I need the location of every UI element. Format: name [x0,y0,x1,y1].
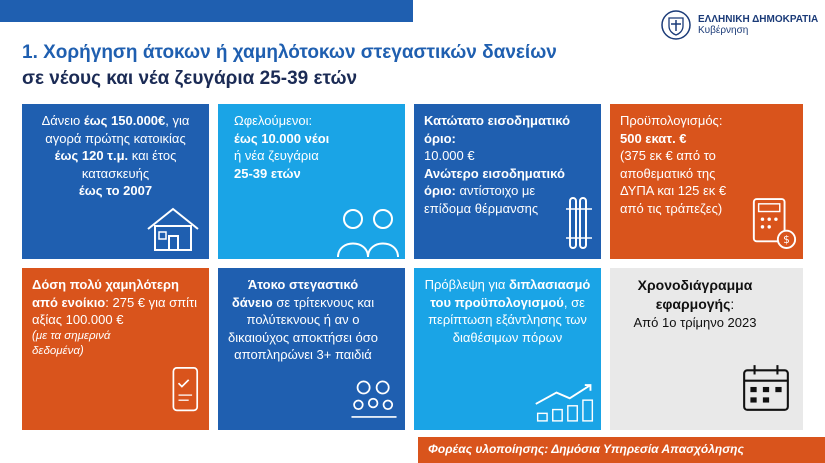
beneficiaries-tile: Ωφελούμενοι: έως 10.000 νέοι ή νέα ζευγάρια 25-39 ετών [218,104,405,259]
schedule-tile: Χρονοδιάγραμμα εφαρμογής: Από 1ο τρίμηνο 2023 [610,268,803,430]
loan-tile: Δάνειο έως 150.000€, για αγορά πρώτης κατοικίας έως 120 τ.μ. και έτος κατασκευής έως το 2007 [22,104,209,259]
svg-text:$: $ [783,234,790,247]
calendar-icon [740,362,792,414]
footer-bar [418,437,825,463]
org-name: ΕΛΛΗΝΙΚΗ ΔΗΜΟΚΡΑΤΙΑ [698,13,819,25]
budget-doubling-tile: Πρόβλεψη για διπλασιασμό του προϋπολογισμού, σε περίπτωση εξάντλησης των διαθέσιμων πόρων [414,268,601,430]
calculator-coin-icon [750,194,798,254]
young-couple-icon [333,199,403,259]
implementing-agency: Φορέας υλοποίησης: Δημόσια Υπηρεσία Απασχόλησης [428,442,744,456]
house-icon [142,204,204,254]
page-title: 1. Χορήγηση άτοκων ή χαμηλότοκων στεγαστικών δανείων [22,42,557,63]
interest-free-tile: Άτοκο στεγαστικό δάνειο σε τρίτεκνους και πολύτεκνους ή αν ο δικαιούχος αποκτήσει όσο αποπληρώνει 3+ παιδιά [218,268,405,430]
growth-coins-icon [532,380,598,425]
page-subtitle: σε νέους και νέα ζευγάρια 25-39 ετών [22,68,358,89]
org-subtitle: Κυβέρνηση [698,25,749,36]
family-icon [348,372,400,422]
income-limits-tile: Κατώτατο εισοδηματικό όριο: 10.000 € Ανώτερο εισοδηματικό όριο: αντίστοιχο με επίδομα θέρμανσης [414,104,601,259]
mobile-checklist-icon [170,360,204,420]
radiator-icon [564,194,594,254]
budget-tile: Προϋπολογισμός: 500 εκατ. € (375 εκ € από το αποθεματικό της ΔΥΠΑ και 125 εκ € από τις τράπεζες) $ [610,104,803,259]
greek-emblem-icon [660,9,692,41]
government-logo [660,10,820,40]
rent-comparison-tile: Δόση πολύ χαμηλότερη από ενοίκιο: 275 € για σπίτι αξίας 100.000 € (με τα σημερινά δεδομένα) [22,268,209,430]
top-accent-bar [0,0,413,22]
